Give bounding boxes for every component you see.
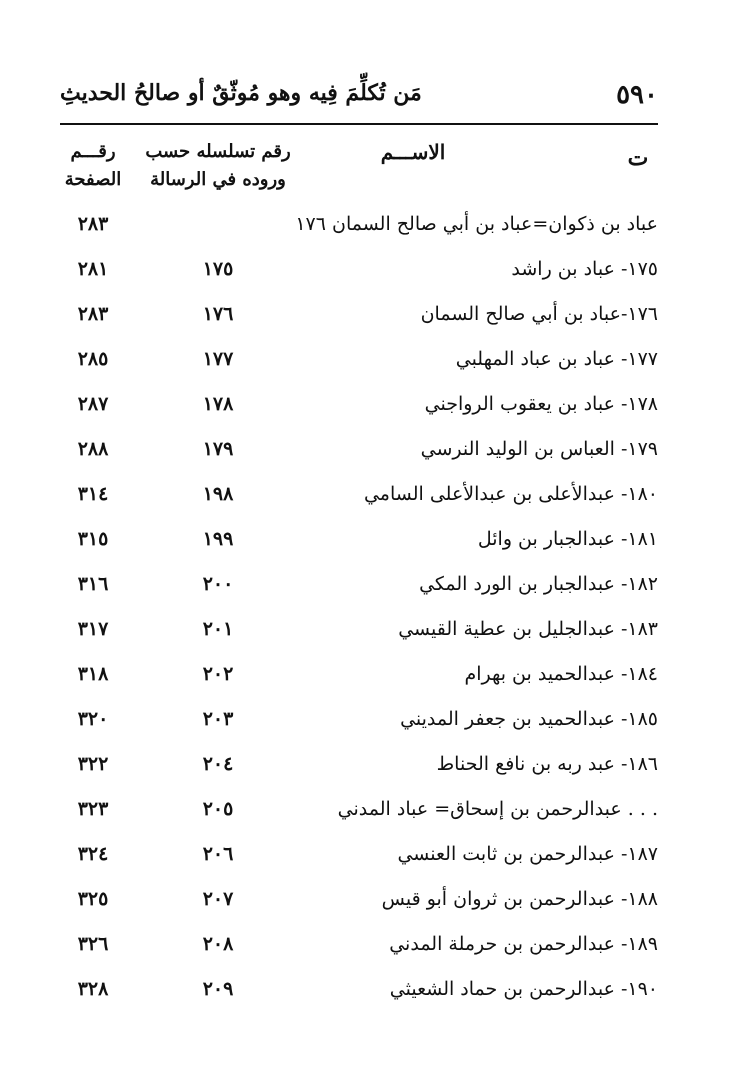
entry-sequence: ٢٠٢ [202, 663, 234, 685]
entry-page: ٣١٨ [77, 663, 109, 685]
table-row [60, 205, 658, 250]
entry-sequence: ١٧٨ [202, 393, 234, 415]
table-row [60, 700, 658, 745]
entry-name: ١٨٩- عبدالرحمن بن حرملة المدني [389, 933, 658, 955]
entry-page: ٣٢٢ [77, 753, 109, 775]
table-row [60, 970, 658, 1015]
entry-page: ٣١٤ [77, 483, 109, 505]
entry-name: ١٧٧- عباد بن عباد المهلبي [455, 348, 658, 370]
entry-sequence: ٢٠٣ [202, 708, 234, 730]
entry-name: ١٨١- عبدالجبار بن وائل [477, 528, 658, 550]
table-row [60, 610, 658, 655]
table-row [60, 475, 658, 520]
entry-name: ١٨٥- عبدالحميد بن جعفر المديني [400, 708, 658, 730]
index-table [60, 205, 658, 1015]
column-header-name: الاســـم [380, 140, 446, 164]
entry-sequence: ١٩٩ [202, 528, 234, 550]
table-row [60, 745, 658, 790]
entry-page: ٣٢٤ [77, 843, 109, 865]
entry-page: ٢٨٧ [77, 393, 109, 415]
table-row [60, 250, 658, 295]
entry-page: ٢٨٨ [77, 438, 109, 460]
entry-page: ٣١٥ [77, 528, 109, 550]
entry-page: ٣٢٣ [77, 798, 109, 820]
entry-page: ٢٨١ [77, 258, 109, 280]
table-row [60, 295, 658, 340]
table-row [60, 790, 658, 835]
entry-page: ٢٨٣ [77, 213, 109, 235]
table-row [60, 880, 658, 925]
entry-name: ١٨٢- عبدالجبار بن الورد المكي [419, 573, 658, 595]
table-row [60, 565, 658, 610]
entry-sequence: ٢٠٤ [202, 753, 234, 775]
column-header-number: ت [627, 145, 649, 171]
entry-name: ١٧٥- عباد بن راشد [511, 258, 658, 280]
entry-name: عباد بن ذكوان=عباد بن أبي صالح السمان ١٧٦ [295, 213, 658, 235]
entry-sequence: ١٧٧ [202, 348, 234, 370]
entry-name: ١٨٣- عبدالجليل بن عطية القيسي [398, 618, 658, 640]
entry-page: ٣١٦ [77, 573, 109, 595]
table-row [60, 520, 658, 565]
table-row [60, 430, 658, 475]
page-header [60, 76, 658, 116]
entry-name: ١٨٤- عبدالحميد بن بهرام [464, 663, 658, 685]
entry-sequence: ١٩٨ [202, 483, 234, 505]
entry-sequence: ٢٠٨ [202, 933, 234, 955]
entry-page: ٢٨٥ [77, 348, 109, 370]
column-header-page: رقـــم الصفحة [64, 141, 122, 190]
entry-page: ٣٢٦ [77, 933, 109, 955]
column-headers [60, 138, 658, 200]
entry-sequence: ٢٠٠ [202, 573, 234, 595]
table-row [60, 925, 658, 970]
table-row [60, 655, 658, 700]
entry-sequence: ٢٠٥ [202, 798, 234, 820]
column-header-sequence: رقم تسلسله حسب وروده في الرسالة [145, 141, 291, 190]
entry-name: ١٧٦-عباد بن أبي صالح السمان [420, 303, 658, 325]
entry-page: ٣٢٠ [77, 708, 109, 730]
entry-page: ٣٢٨ [77, 978, 109, 1000]
entry-name: ١٨٨- عبدالرحمن بن ثروان أبو قيس [381, 888, 658, 910]
entry-name: ١٧٩- العباس بن الوليد النرسي [420, 438, 658, 460]
header-divider [60, 123, 658, 125]
entry-page: ٣١٧ [77, 618, 109, 640]
page-number: ٥٩٠ [616, 80, 658, 110]
entry-name: ١٩٠- عبدالرحمن بن حماد الشعيثي [389, 978, 658, 1000]
entry-sequence: ٢٠١ [202, 618, 234, 640]
entry-name: ١٨٠- عبدالأعلى بن عبدالأعلى السامي [363, 483, 658, 505]
entry-sequence: ١٧٦ [202, 303, 234, 325]
running-title: مَن تُكلِّمَ فِيه وهو مُوثّقٌ أو صالحُ الحديثِ [60, 80, 422, 106]
table-row [60, 385, 658, 430]
entry-sequence: ٢٠٧ [202, 888, 234, 910]
entry-sequence: ١٧٥ [202, 258, 234, 280]
entry-name: ١٧٨- عباد بن يعقوب الرواجني [424, 393, 658, 415]
entry-name: ١٨٦- عبد ربه بن نافع الحناط [436, 753, 658, 775]
entry-page: ٣٢٥ [77, 888, 109, 910]
entry-page: ٢٨٣ [77, 303, 109, 325]
entry-sequence: ٢٠٦ [202, 843, 234, 865]
entry-name: ١٨٧- عبدالرحمن بن ثابت العنسي [397, 843, 658, 865]
entry-sequence: ٢٠٩ [202, 978, 234, 1000]
entry-name: . . . عبدالرحمن بن إسحاق= عباد المدني [337, 798, 658, 820]
table-row [60, 835, 658, 880]
entry-sequence: ١٧٩ [202, 438, 234, 460]
table-row [60, 340, 658, 385]
